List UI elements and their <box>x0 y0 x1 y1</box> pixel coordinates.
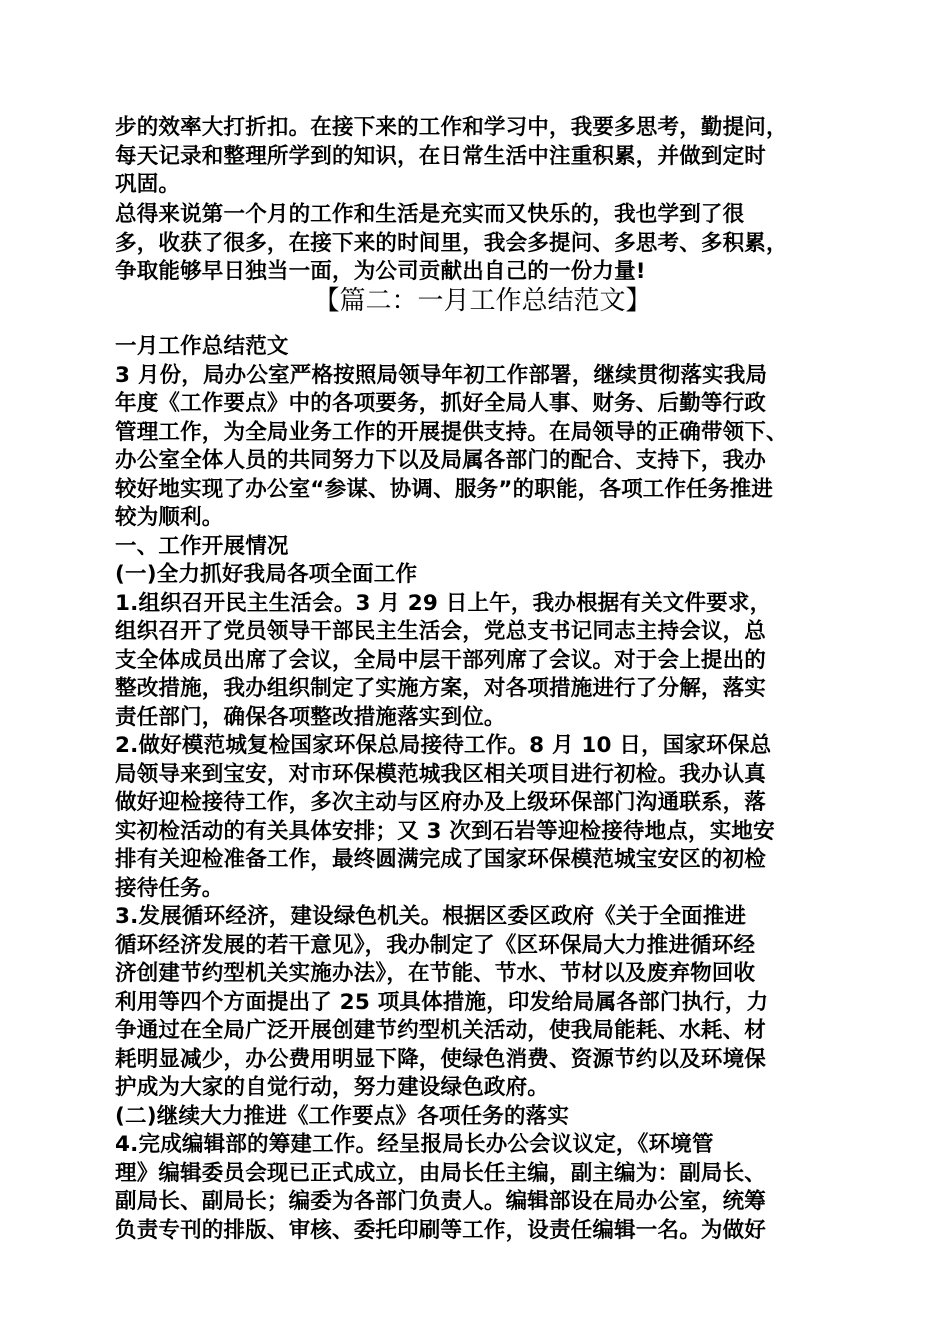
text-line: 多，收获了很多，在接下来的时间里，我会多提问、多思考、多积累， <box>115 231 788 256</box>
text-line: 实初检活动的有关具体安排；又 3 次到石岩等迎检接待地点，实地安 <box>115 819 775 844</box>
text-line: 年度《工作要点》中的各项要务，抓好全局人事、财务、后勤等行政 <box>115 391 767 416</box>
text-line: 巩固。 <box>115 172 181 197</box>
text-line: 较好地实现了办公室“参谋、协调、服务”的职能，各项工作任务推进 <box>115 477 773 502</box>
subheading: 一、工作开展情况 <box>115 534 289 559</box>
text-line: 排有关迎检准备工作，最终圆满完成了国家环保模范城宝安区的初检 <box>115 847 767 872</box>
text-line: 1.组织召开民主生活会。3 月 29 日上午，我办根据有关文件要求， <box>115 591 772 616</box>
text-line: 做好迎检接待工作，多次主动与区府办及上级环保部门沟通联系，落 <box>115 790 767 815</box>
text-line: 整改措施，我办组织制定了实施方案，对各项措施进行了分解，落实 <box>115 676 767 701</box>
section-heading: 一月工作总结范文 <box>115 334 289 359</box>
text-line: 4.完成编辑部的筹建工作。经呈报局长办公会议议定，《环境管 <box>115 1132 714 1157</box>
text-line: 争通过在全局广泛开展创建节约型机关活动，使我局能耗、水耗、材 <box>115 1018 767 1043</box>
text-line: 护成为大家的自觉行动，努力建设绿色政府。 <box>115 1075 550 1100</box>
text-line: 总得来说第一个月的工作和生活是充实而又快乐的，我也学到了很 <box>115 202 745 227</box>
text-line: 管理工作，为全局业务工作的开展提供支持。在局领导的正确带领下、 <box>115 420 788 445</box>
text-line: 组织召开了党员领导干部民主生活会，党总支书记同志主持会议，总 <box>115 619 767 644</box>
text-line: 较为顺利。 <box>115 505 224 530</box>
text-line: 局领导来到宝安，对市环保模范城我区相关项目进行初检。我办认真 <box>115 762 767 787</box>
section-title: 【篇二：一月工作总结范文】 <box>313 286 652 316</box>
text-line: 争取能够早日独当一面，为公司贡献出自己的一份力量! <box>115 259 646 284</box>
text-line: 办公室全体人员的共同努力下以及局属各部门的配合、支持下，我办 <box>115 448 767 473</box>
text-line: 责任部门，确保各项整改措施落实到位。 <box>115 705 506 730</box>
text-line: 2.做好模范城复检国家环保总局接待工作。8 月 10 日，国家环保总 <box>115 733 772 758</box>
text-line: 接待任务。 <box>115 876 224 901</box>
text-line: 循环经济发展的若干意见》，我办制定了《区环保局大力推进循环经 <box>115 933 756 958</box>
text-line: 每天记录和整理所学到的知识，在日常生活中注重积累，并做到定时 <box>115 144 767 169</box>
text-line: 负责专刊的排版、审核、委托印刷等工作，设责任编辑一名。为做好 <box>115 1218 767 1243</box>
text-line: 耗明显减少，办公费用明显下降，使绿色消费、资源节约以及环境保 <box>115 1047 767 1072</box>
text-line: 3.发展循环经济，建设绿色机关。根据区委区政府《关于全面推进 <box>115 904 747 929</box>
subheading: (一)全力抓好我局各项全面工作 <box>115 562 418 587</box>
text-line: 步的效率大打折扣。在接下来的工作和学习中，我要多思考，勤提问， <box>115 115 788 140</box>
text-line: 支全体成员出席了会议，全局中层干部列席了会议。对于会上提出的 <box>115 648 767 673</box>
text-line: 理》编辑委员会现已正式成立，由局长任主编，副主编为：副局长、 <box>115 1161 767 1186</box>
text-line: 副局长、副局长；编委为各部门负责人。编辑部设在局办公室，统筹 <box>115 1189 767 1214</box>
subheading: (二)继续大力推进《工作要点》各项任务的落实 <box>115 1104 570 1129</box>
text-line: 3 月份，局办公室严格按照局领导年初工作部署，继续贯彻落实我局 <box>115 363 768 388</box>
text-line: 利用等四个方面提出了 25 项具体措施，印发给局属各部门执行，力 <box>115 990 769 1015</box>
text-line: 济创建节约型机关实施办法》，在节能、节水、节材以及废弃物回收 <box>115 961 756 986</box>
